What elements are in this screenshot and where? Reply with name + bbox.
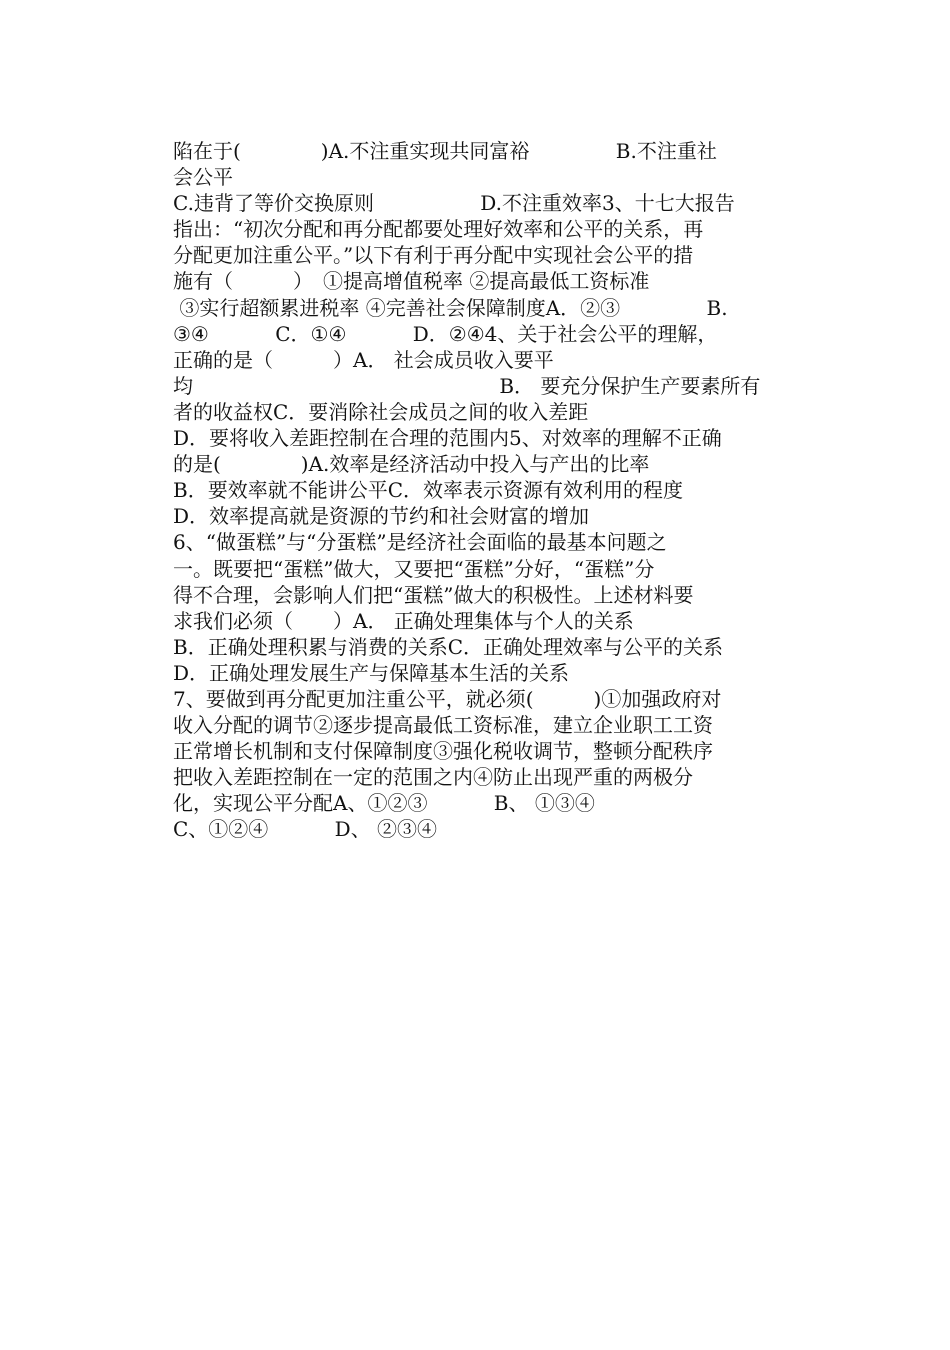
- text-line: C.违背了等价交换原则 D.不注重效率3、十七大报告: [173, 191, 735, 216]
- text-line: D．要将收入差距控制在合理的范围内5、对效率的理解不正确: [173, 426, 722, 451]
- text-line: D．正确处理发展生产与保障基本生活的关系: [173, 660, 570, 685]
- text-line: D．效率提高就是资源的节约和社会财富的增加: [173, 504, 590, 529]
- text-line: 正常增长机制和支付保障制度③强化税收调节，整顿分配秩序: [173, 739, 713, 764]
- text-line: 的是( )A.效率是经济活动中投入与产出的比率: [173, 452, 650, 477]
- text-line: 施有（ ） ①提高增值税率 ②提高最低工资标准: [173, 269, 650, 294]
- text-line: 正确的是（ ）A． 社会成员收入要平: [173, 347, 554, 372]
- text-line: B．要效率就不能讲公平C．效率表示资源有效利用的程度: [173, 478, 683, 503]
- text-line: 得不合理，会影响人们把“蛋糕”做大的积极性。上述材料要: [173, 582, 694, 607]
- text-line: 者的收益权C．要消除社会成员之间的收入差距: [173, 399, 589, 424]
- text-line: 一。既要把“蛋糕”做大，又要把“蛋糕”分好，“蛋糕”分: [173, 556, 655, 581]
- text-line: 7、要做到再分配更加注重公平，就必须( )①加强政府对: [173, 686, 722, 711]
- text-line: 均 B． 要充分保护生产要素所有: [173, 373, 761, 398]
- text-line: 6、“做蛋糕”与“分蛋糕”是经济社会面临的最基本问题之: [173, 530, 667, 555]
- text-line: ③实行超额累进税率 ④完善社会保障制度A．②③ B.: [173, 295, 728, 320]
- text-line: 分配更加注重公平。”以下有利于再分配中实现社会公平的措: [173, 243, 694, 268]
- text-line: 收入分配的调节②逐步提高最低工资标准，建立企业职工工资: [173, 713, 713, 738]
- text-line: 把收入差距控制在一定的范围之内④防止出现严重的两极分: [173, 765, 693, 790]
- text-line: 求我们必须（ ）A． 正确处理集体与个人的关系: [173, 608, 634, 633]
- text-line: C、①②④ D、 ②③④: [173, 817, 438, 842]
- text-line: 陷在于( )A.不注重实现共同富裕 B.不注重社: [173, 139, 717, 163]
- text-line: 会公平: [173, 165, 233, 190]
- text-line: ③④ C．①④ D．②④4、关于社会公平的理解，: [173, 321, 718, 346]
- text-line: 化，实现公平分配A、①②③ B、 ①③④: [173, 791, 595, 816]
- text-line: B．正确处理积累与消费的关系C．正确处理效率与公平的关系: [173, 634, 723, 659]
- text-line: 指出：“初次分配和再分配都要处理好效率和公平的关系，再: [173, 217, 704, 242]
- question-text-block: [173, 138, 785, 843]
